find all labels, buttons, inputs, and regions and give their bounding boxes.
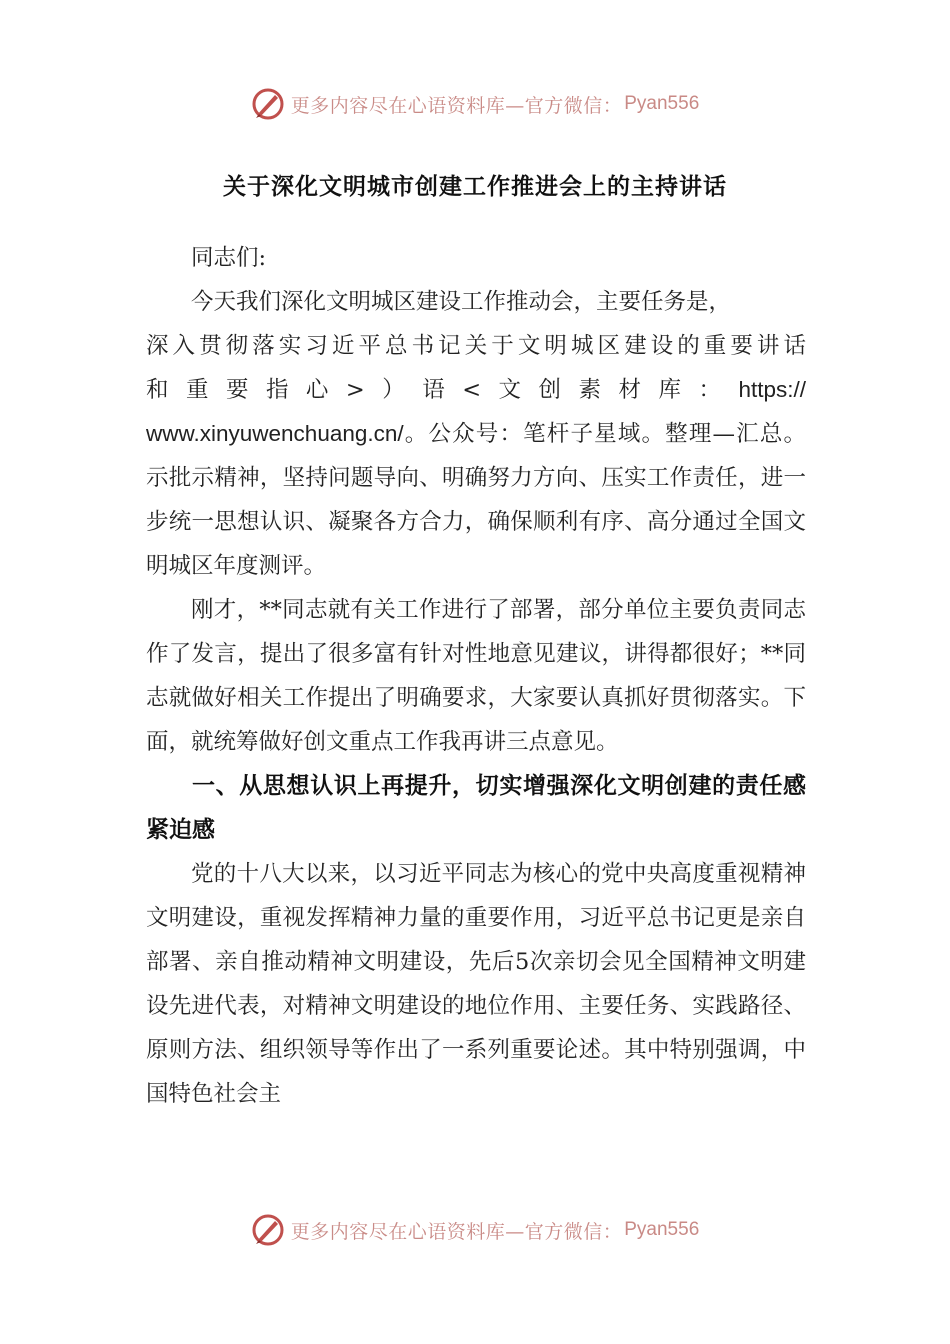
pen-circle-logo-icon [251,87,285,121]
paragraph-1-line-2: 深入贯彻落实习近平总书记关于文明城区建设的重要讲话 [146,333,806,359]
pen-circle-logo-icon [251,1213,285,1247]
footer-banner-wechat-id: Pyan556 [624,1219,700,1240]
paragraph-1-line-3 [146,368,806,412]
document-title: 关于深化文明城市创建工作推进会上的主持讲话 [223,174,727,200]
paragraph-2: 刚才，**同志就有关工作进行了部署，部分单位主要负责同志作了发言，提出了很多富有针对性地意见建议，讲得都很好；**同志就做好相关工作提出了明确要求，大家要认真抓好贯彻落实。下面，就统筹做好创文重点工作我再讲三点意见。 [146,597,806,755]
paragraph-1-line-1: 今天我们深化文明城区建设工作推动会，主要任务是， [191,289,732,315]
footer-banner [0,1210,950,1250]
paragraph-1-line-3-text: 和重要指心>）语<文创素材库： [146,377,739,403]
section-heading-1: 一、从思想认识上再提升，切实增强深化文明创建的责任感紧迫感 [146,773,806,843]
source-url-end: www.xinyuwenchuang.cn/ [146,421,404,446]
paragraph-3: 党的十八大以来，以习近平同志为核心的党中央高度重视精神文明建设，重视发挥精神力量的重要作用，习近平总书记更是亲自部署、亲自推动精神文明建设，先后5次亲切会见全国精神文明建设先进代表，对精神文明建设的地位作用、主要任务、实践路径、原则方法、组织领导等作出了一系列重要论述。其中特别强调，中国特色社会主 [146,861,806,1107]
source-url-start: https:// [738,377,806,402]
footer-banner-text: 更多内容尽在心语资料库—官方微信： [290,1220,623,1243]
document-body [146,236,806,1116]
banner-wechat-id: Pyan556 [624,93,700,114]
header-banner [0,84,950,124]
salutation: 同志们: [191,245,267,271]
paragraph-1-rest [146,412,806,588]
banner-text: 更多内容尽在心语资料库—官方微信： [290,94,623,117]
paragraph-1-rest-text: 。公众号：笔杆子星域。整理—汇总。示批示精神，坚持问题导向、明确努力方向、压实工作责任，进一步统一思想认识、凝聚各方合力，确保顺利有序、高分通过全国文明城区年度测评。 [146,421,806,579]
